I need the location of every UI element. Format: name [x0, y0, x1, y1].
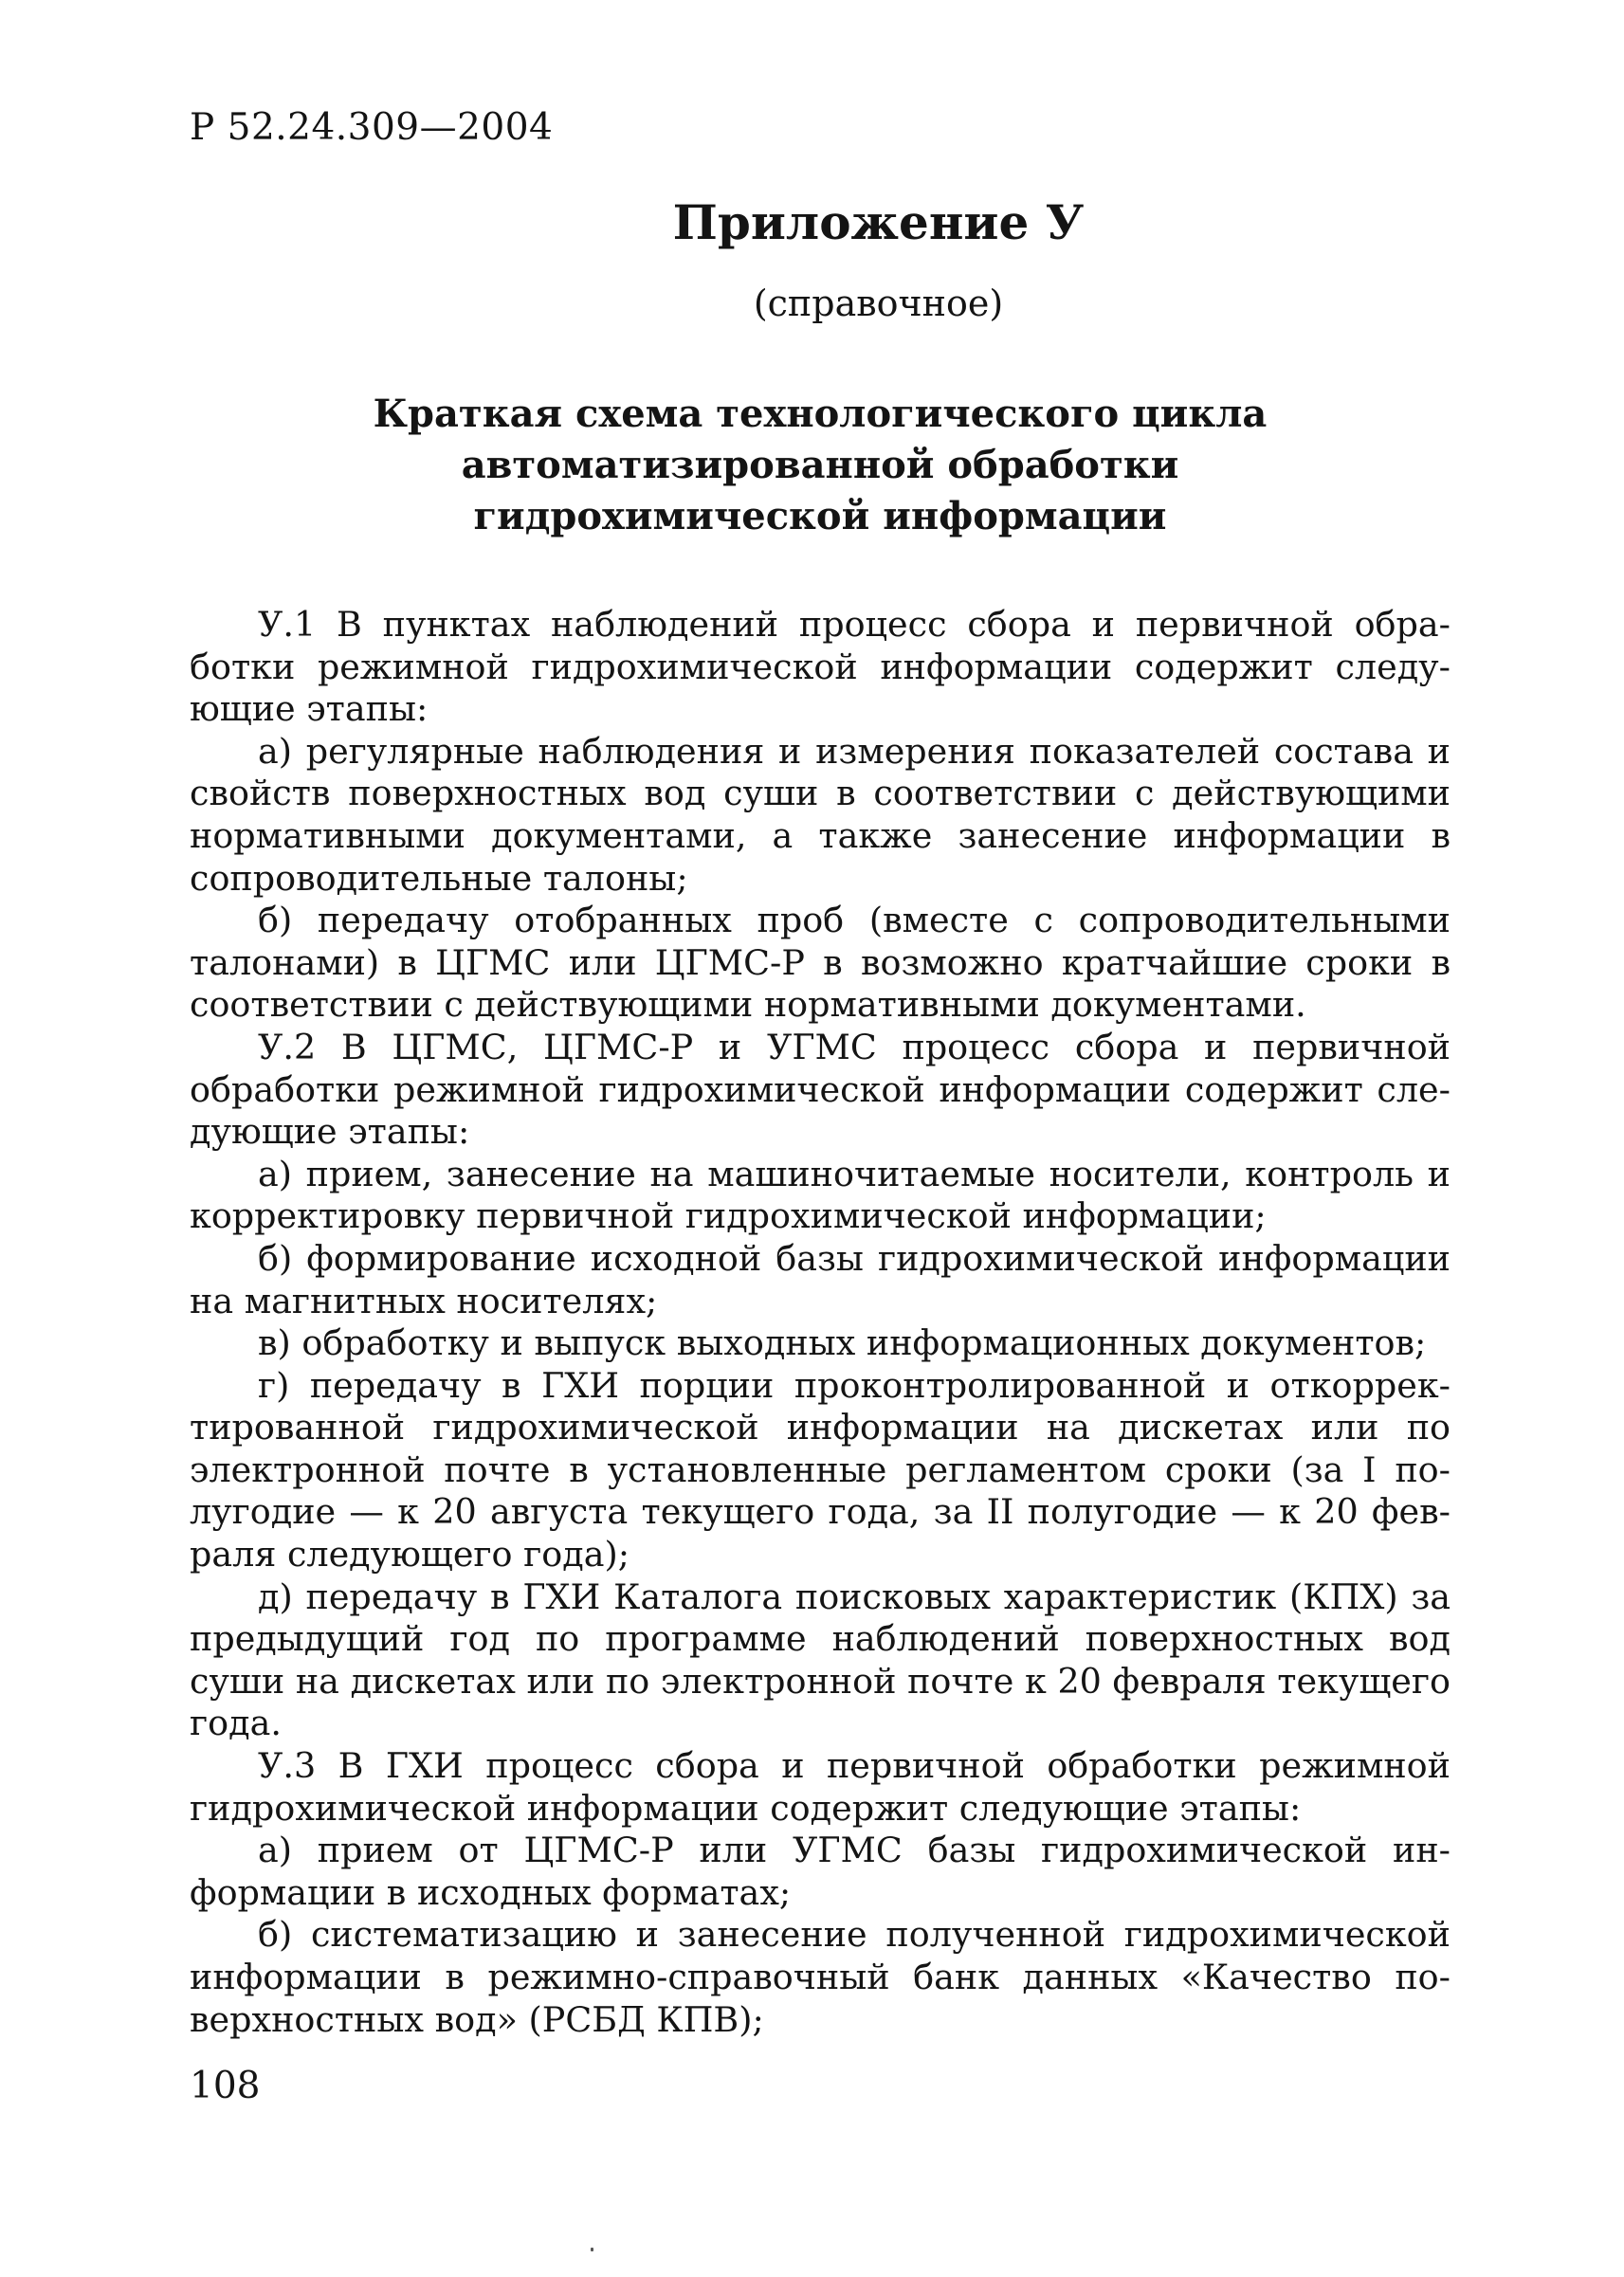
appendix-title: Приложение У: [672, 194, 1085, 250]
paragraph-u2-g: г) передачу в ГХИ порции проконтролированной и откорректированной гидрохимической информации на дискетах или по электронной почте в установленные регламентом сроки (за I полугодие — к 20 августа текущего года, за II полугодие — к 20 февраля следующего года);: [190, 1364, 1451, 1576]
paragraph-u1-a: а) регулярные наблюдения и измерения показателей состава и свойств поверхностных вод суши в соответствии с действующими нормативными документами, а также занесение информации в сопроводительные талоны;: [190, 730, 1451, 899]
paragraph-u3-b: б) систематизацию и занесение полученной гидрохимической информации в режимно-справочный банк данных «Качество поверхностных вод» (РСБД КПВ);: [190, 1914, 1451, 2040]
section-title-line: автоматизированной обработки: [461, 443, 1179, 487]
section-title-line: Краткая схема технологического цикла: [373, 392, 1268, 436]
scan-speck: [591, 2248, 593, 2251]
paragraph-u2-v: в) обработку и выпуск выходных информационных документов;: [258, 1322, 1427, 1364]
paragraph-u2-b: б) формирование исходной базы гидрохимической информации на магнитных носителях;: [190, 1237, 1451, 1321]
paragraph-u3: У.3 В ГХИ процесс сбора и первичной обработки режимной гидрохимической информации содержит следующие этапы:: [190, 1745, 1451, 1829]
section-title-line: гидрохимической информации: [473, 494, 1167, 538]
paragraph-u2: У.2 В ЦГМС, ЦГМС-Р и УГМС процесс сбора и первичной обработки режимной гидрохимической информации содержит следующие этапы:: [190, 1026, 1451, 1153]
paragraph-u3-a: а) прием от ЦГМС-Р или УГМС базы гидрохимической информации в исходных форматах;: [190, 1830, 1451, 1913]
paragraph-u2-d: д) передачу в ГХИ Каталога поисковых характеристик (КПХ) за предыдущий год по программе наблюдений поверхностных вод суши на дискетах или по электронной почте к 20 февраля текущего года.: [190, 1576, 1451, 1744]
appendix-kind: (справочное): [753, 282, 1004, 324]
paragraph-u1: У.1 В пунктах наблюдений процесс сбора и первичной обработки режимной гидрохимической информации содержит следующие этапы:: [190, 604, 1451, 730]
document-code: Р 52.24.309—2004: [190, 106, 554, 149]
page-number: 108: [190, 2065, 261, 2107]
section-title: [190, 389, 1451, 542]
body-text: [190, 604, 1451, 2041]
paragraph-u1-b: б) передачу отобранных проб (вместе с сопроводительными талонами) в ЦГМС или ЦГМС-Р в возможно кратчайшие сроки в соответствии с действующими нормативными документами.: [190, 900, 1451, 1026]
paragraph-u2-a: а) прием, занесение на машиночитаемые носители, контроль и корректировку первичной гидрохимической информации;: [190, 1153, 1451, 1237]
